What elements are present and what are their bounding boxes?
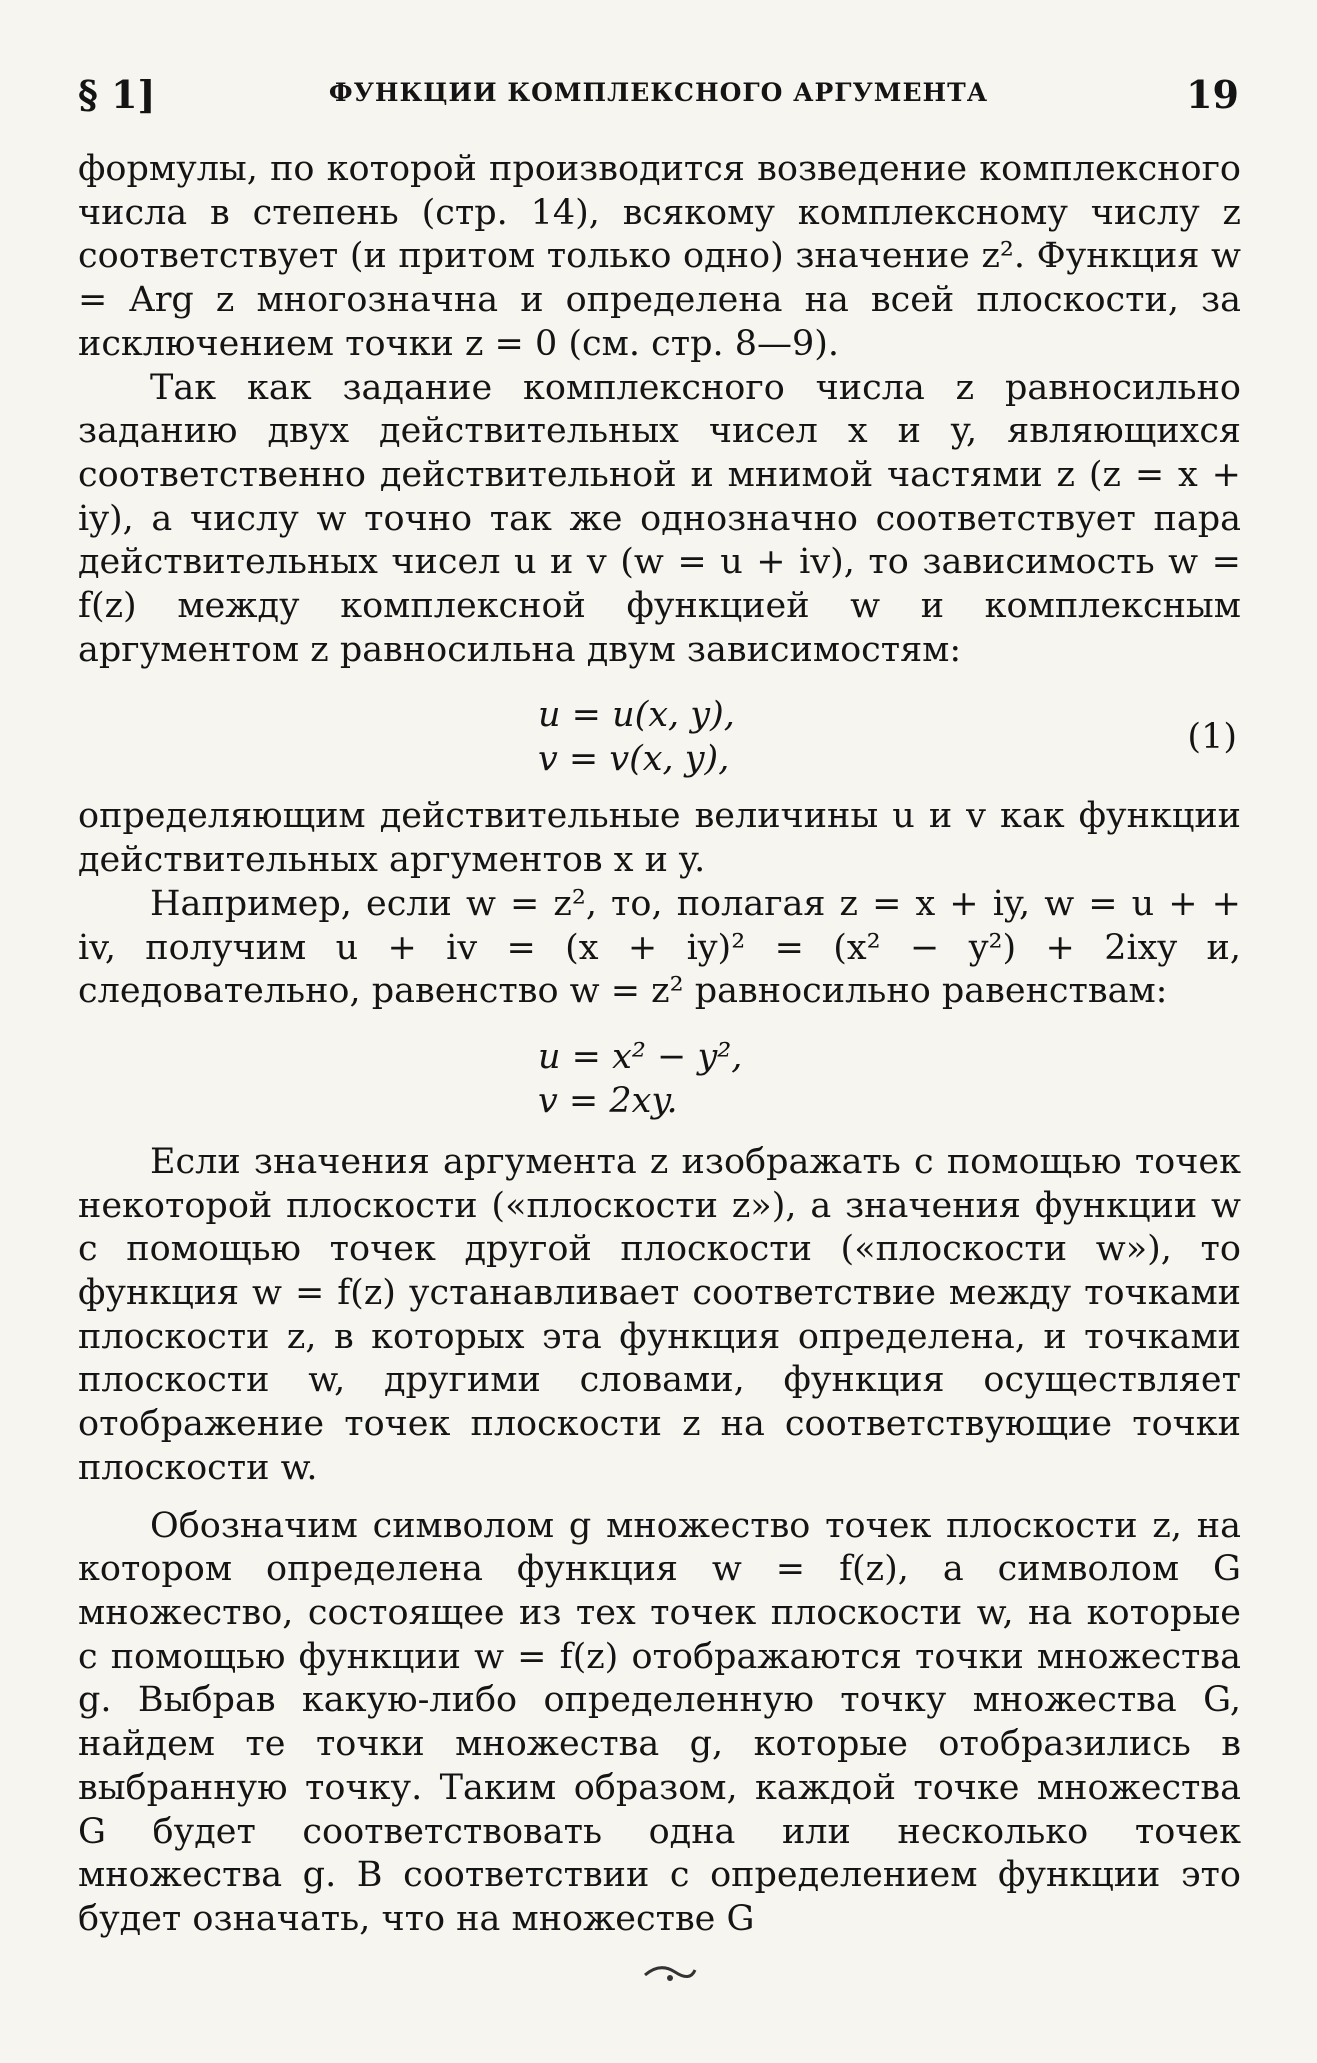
equation-1-line-1: u = u(x, y),	[538, 695, 735, 736]
paragraph-2: Так как задание комплексного числа z равносильно заданию двух действительных чисел x и y, являющихся соответственно действительной и мнимой частями z (z = x + iy), а числу w точно так же однозначно соответствует пара действительных чисел u и v (w = u + iv), то зависимость w = f(z) между комплексной функцией w и комплексным аргументом z равносильна двум зависимостям:	[78, 367, 1241, 670]
section-mark: § 1]	[78, 72, 156, 117]
paragraph-4: Например, если w = z², то, полагая z = x + iy, w = u + + iv, получим u + iv = (x + iy)² = (x² − y²) + 2ixy и, следовательно, равенство w = z² равносильно равенствам:	[78, 883, 1241, 1012]
equation-2-line-1: u = x² − y²,	[538, 1036, 743, 1077]
equation-1	[78, 694, 1241, 781]
chapter-title: ФУНКЦИИ КОМПЛЕКСНОГО АРГУМЕНТА	[328, 78, 989, 107]
equation-2-line-2: v = 2xy.	[538, 1080, 678, 1121]
paragraph-1: формулы, по которой производится возведение комплексного числа в степень (стр. 14), всякому комплексному числу z соответствует (и притом только одно) значение z². Функция w = Arg z многозначна и определена на всей плоскости, за исключением точки z = 0 (см. стр. 8—9).	[78, 149, 1241, 364]
ink-smudge-icon	[640, 1960, 700, 1990]
paragraph-3: определяющим действительные величины u и v как функции действительных аргументов x и y.	[78, 796, 1241, 881]
paragraph-6: Обозначим символом g множество точек плоскости z, на котором определена функция w = f(z), а символом G множество, состоящее из тех точек плоскости w, на которые с помощью функции w = f(z) отображаются точки множества g. Выбрав какую-либо определенную точку множества G, найдем те точки множества g, которые отобразились в выбранную точку. Таким образом, каждой точке множества G будет соответствовать одна или несколько точек множества g. В соответствии с определением функции это будет означать, что на множестве G	[78, 1505, 1241, 1939]
equation-number: (1)	[1187, 717, 1237, 758]
equation-1-line-2: v = v(x, y),	[538, 739, 730, 780]
page-number: 19	[1186, 72, 1239, 117]
equation-2	[78, 1036, 1241, 1123]
page-body	[78, 148, 1241, 1942]
running-header	[78, 72, 1239, 116]
paragraph-5: Если значения аргумента z изображать с помощью точек некоторой плоскости («плоскости z»), а значения функции w с помощью точек другой плоскости («плоскости w»), то функция w = f(z) устанавливает соответствие между точками плоскости z, в которых эта функция определена, и точками плоскости w, другими словами, функция осуществляет отображение точек плоскости z на соответствующие точки плоскости w.	[78, 1141, 1241, 1488]
